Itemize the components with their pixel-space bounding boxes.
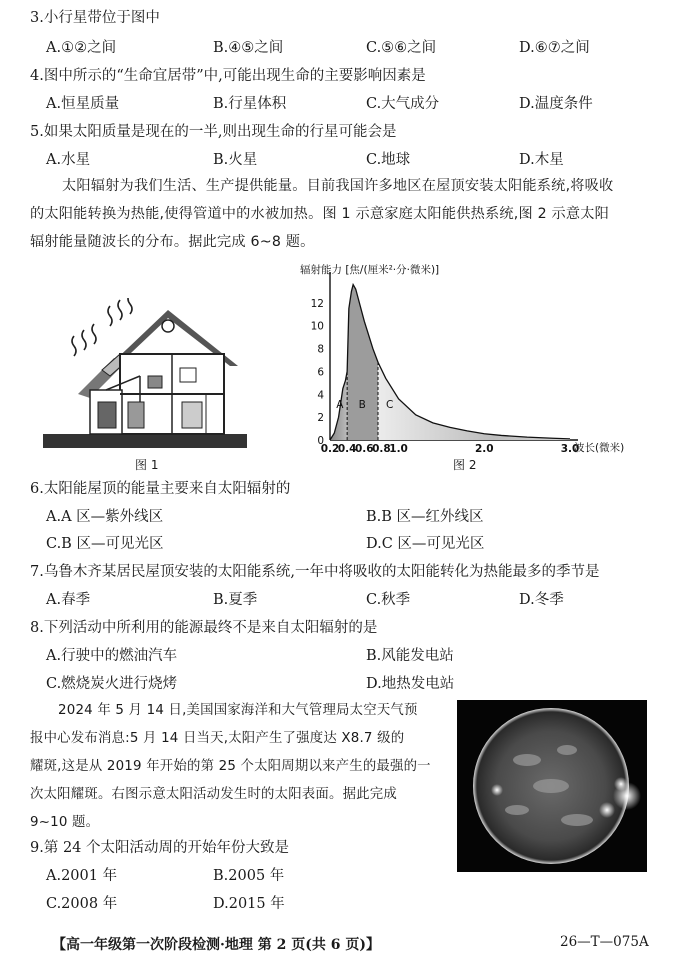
q5-option-d: D.木星 — [519, 152, 564, 168]
q9-option-c: C.2008 年 — [46, 896, 118, 912]
x-tick-label: 0.4 — [337, 443, 357, 454]
region-b-fill — [347, 285, 378, 440]
passage2-line: 报中心发布消息:5 月 14 日当天,太阳产生了强度达 X8.7 级的 — [30, 731, 405, 746]
x-tick-label: 3.0 — [560, 443, 580, 454]
passage2-line: 2024 年 5 月 14 日,美国国家海洋和大气管理局太空天气预 — [58, 703, 418, 718]
q7-option-c: C.秋季 — [366, 592, 411, 608]
passage2-line: 9~10 题。 — [30, 815, 100, 830]
y-tick-label: 0 — [317, 435, 324, 447]
q3-option-a: A.①②之间 — [46, 40, 117, 56]
q8-option-d: D.地热发电站 — [366, 676, 455, 692]
q6-stem: 6.太阳能屋顶的能量主要来自太阳辐射的 — [30, 481, 291, 497]
passage1-line: 太阳辐射为我们生活、生产提供能量。目前我国许多地区在屋顶安装太阳能系统,将吸收 — [62, 178, 614, 194]
q4-stem: 4.图中所示的“生命宜居带”中,可能出现生命的主要影响因素是 — [30, 68, 426, 84]
y-tick-label: 10 — [310, 320, 324, 333]
x-tick-label: 0.8 — [372, 443, 391, 454]
q6-option-a: A.A 区—紫外线区 — [46, 509, 164, 525]
q4-option-d: D.温度条件 — [519, 96, 593, 112]
x-tick-label: 0.6 — [354, 443, 374, 454]
q8-option-a: A.行驶中的燃油汽车 — [46, 648, 178, 664]
figure2-caption: 图 2 — [453, 458, 477, 472]
q7-option-b: B.夏季 — [213, 592, 258, 608]
y-tick-label: 2 — [317, 412, 324, 425]
q3-option-d: D.⑥⑦之间 — [519, 40, 590, 56]
q7-option-a: A.春季 — [46, 592, 91, 608]
q8-stem: 8.下列活动中所利用的能源最终不是来自太阳辐射的是 — [30, 620, 378, 636]
y-tick-label: 4 — [317, 389, 324, 402]
q5-option-c: C.地球 — [366, 152, 411, 168]
q7-stem: 7.乌鲁木齐某居民屋顶安装的太阳能系统,一年中将吸收的太阳能转化为热能最多的季节是 — [30, 564, 600, 580]
chart-ylabel: 辐射能力 [焦/(厘米²·分·微米)] — [300, 264, 440, 276]
passage2-line: 耀斑,这是从 2019 年开始的第 25 个太阳周期以来产生的最强的一 — [30, 759, 431, 774]
q3-option-b: B.④⑤之间 — [213, 40, 284, 56]
passage-solar-flare — [30, 697, 450, 837]
q9-option-a: A.2001 年 — [46, 868, 118, 884]
q5-option-b: B.火星 — [213, 152, 258, 168]
figure2-radiation-chart — [290, 258, 630, 454]
y-tick-label: 6 — [317, 366, 324, 379]
exam-code: 26—T—075A — [560, 934, 649, 950]
q6-option-b: B.B 区—红外线区 — [366, 509, 484, 525]
ground — [43, 434, 247, 448]
passage-solar-radiation — [30, 172, 660, 256]
q5-option-a: A.水星 — [46, 152, 91, 168]
region-label-b: B — [358, 399, 366, 411]
x-tick-label: 0.2 — [320, 443, 340, 454]
region-label-a: A — [336, 399, 344, 411]
page-footer: 【高一年级第一次阶段检测·地理 第 2 页(共 6 页)】 — [52, 937, 380, 953]
passage1-line: 辐射能量随波长的分布。据此完成 6~8 题。 — [30, 234, 315, 250]
x-tick-label: 1.0 — [389, 443, 408, 454]
figure1-house-illustration — [40, 298, 250, 448]
q6-option-c: C.B 区—可见光区 — [46, 536, 164, 552]
q5-stem: 5.如果太阳质量是现在的一半,则出现生命的行星可能会是 — [30, 124, 397, 140]
q6-option-d: D.C 区—可见光区 — [366, 536, 485, 552]
chart-xlabel: 波长(微米) — [574, 442, 625, 454]
heat-arrows-icon — [72, 298, 132, 356]
region-c-fill — [378, 362, 570, 440]
q3-option-c: C.⑤⑥之间 — [366, 40, 437, 56]
q8-option-c: C.燃烧炭火进行烧烤 — [46, 676, 178, 692]
region-label-c: C — [386, 399, 394, 411]
q8-option-b: B.风能发电站 — [366, 648, 454, 664]
q4-option-a: A.恒星质量 — [46, 96, 120, 112]
x-tick-label: 2.0 — [474, 443, 494, 454]
passage1-line: 的太阳能转换为热能,使得管道中的水被加热。图 1 示意家庭太阳能供热系统,图 2 示意太阳 — [30, 206, 610, 222]
y-tick-label: 12 — [310, 297, 324, 310]
q4-option-b: B.行星体积 — [213, 96, 287, 112]
q9-option-b: B.2005 年 — [213, 868, 285, 884]
figure1-caption: 图 1 — [135, 458, 159, 472]
y-tick-label: 8 — [317, 343, 324, 356]
q9-option-d: D.2015 年 — [213, 896, 285, 912]
sun-surface-image — [457, 700, 647, 872]
q3-stem: 3.小行星带位于图中 — [30, 10, 160, 26]
q7-option-d: D.冬季 — [519, 592, 564, 608]
q9-stem: 9.第 24 个太阳活动周的开始年份大致是 — [30, 840, 290, 856]
q4-option-c: C.大气成分 — [366, 96, 440, 112]
passage2-line: 次太阳耀斑。右图示意太阳活动发生时的太阳表面。据此完成 — [30, 787, 397, 802]
